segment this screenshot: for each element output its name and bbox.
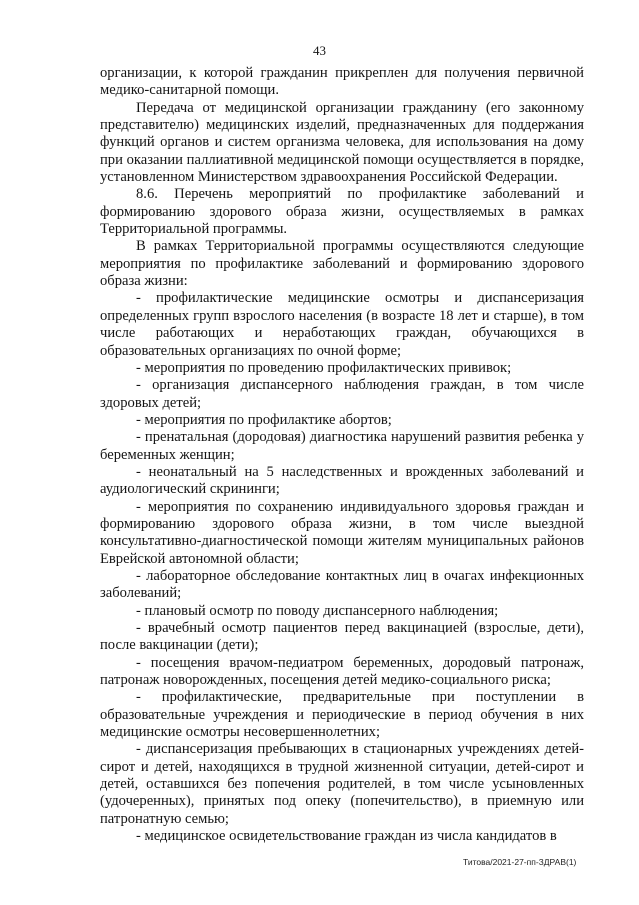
- list-item: - организация диспансерного наблюдения граждан, в том числе здоровых детей;: [100, 377, 584, 411]
- list-item: - плановый осмотр по поводу диспансерного наблюдения;: [136, 602, 499, 619]
- paragraph-intro-list: В рамках Территориальной программы осуществляются следующие мероприятия по профилактике заболеваний и формированию здорового образа жизни:: [100, 238, 584, 290]
- list-item: - врачебный осмотр пациентов перед вакцинацией (взрослые, дети), после вакцинации (дети);: [100, 620, 584, 654]
- list-item: - посещения врачом-педиатром беременных, дородовый патронаж, патронаж новорожденных, посещения детей медико-социального риска;: [100, 654, 584, 689]
- list-item: - профилактические медицинские осмотры и диспансеризация определенных групп взрослого населения (в возрасте 18 лет и старше), в том числе работающих и неработающих граждан, обучающихся в образовательных организациях по очной форме;: [100, 290, 584, 359]
- section-heading-8-6: 8.6. Перечень мероприятий по профилактике заболеваний и формированию здорового образа жизни, осуществляемых в рамках Территориальной программы.: [100, 186, 584, 238]
- list-item: - мероприятия по проведению профилактических прививок;: [136, 359, 512, 376]
- paragraph-continuation: организации, к которой гражданин прикреплен для получения первичной медико-санитарной помощи.: [100, 65, 584, 99]
- list-item: - диспансеризация пребывающих в стационарных учреждениях детей-сирот и детей, находящихся в трудной жизненной ситуации, детей-сирот и детей, оставшихся без попечения родителей, в том числе усыновленных (удочеренных), принятых под опеку (попечительство), в приемную или патронатную семью;: [100, 741, 584, 827]
- list-item: - мероприятия по профилактике абортов;: [136, 411, 392, 428]
- list-item: - пренатальная (дородовая) диагностика нарушений развития ребенка у беременных женщин;: [100, 429, 584, 463]
- list-item: - медицинское освидетельствование граждан из числа кандидатов в: [136, 828, 557, 845]
- list-item: - профилактические, предварительные при поступлении в образовательные учреждения и периодические в период обучения в них медицинские осмотры несовершеннолетних;: [100, 689, 584, 741]
- document-body: [100, 65, 584, 845]
- page-number: 43: [313, 43, 326, 58]
- list-item: - мероприятия по сохранению индивидуального здоровья граждан и формированию здорового образа жизни, в том числе выездной консультативно-диагностической помощи жителям муниципальных районов Еврейской автономной области;: [100, 498, 584, 567]
- list-item: - лабораторное обследование контактных лиц в очагах инфекционных заболеваний;: [100, 567, 584, 602]
- list-item: - неонатальный на 5 наследственных и врожденных заболеваний и аудиологический скрининги;: [100, 463, 584, 498]
- footer-document-code: Титова/2021-27-пп-ЗДРАВ(1): [463, 857, 577, 867]
- paragraph-medical-devices: Передача от медицинской организации гражданину (его законному представителю) медицинских изделий, предназначенных для поддержания функций органов и систем организма человека, для использования на дому при оказании паллиативной медицинской помощи осуществляется в порядке, установленном Министерством здравоохранения Российской Федерации.: [100, 99, 584, 186]
